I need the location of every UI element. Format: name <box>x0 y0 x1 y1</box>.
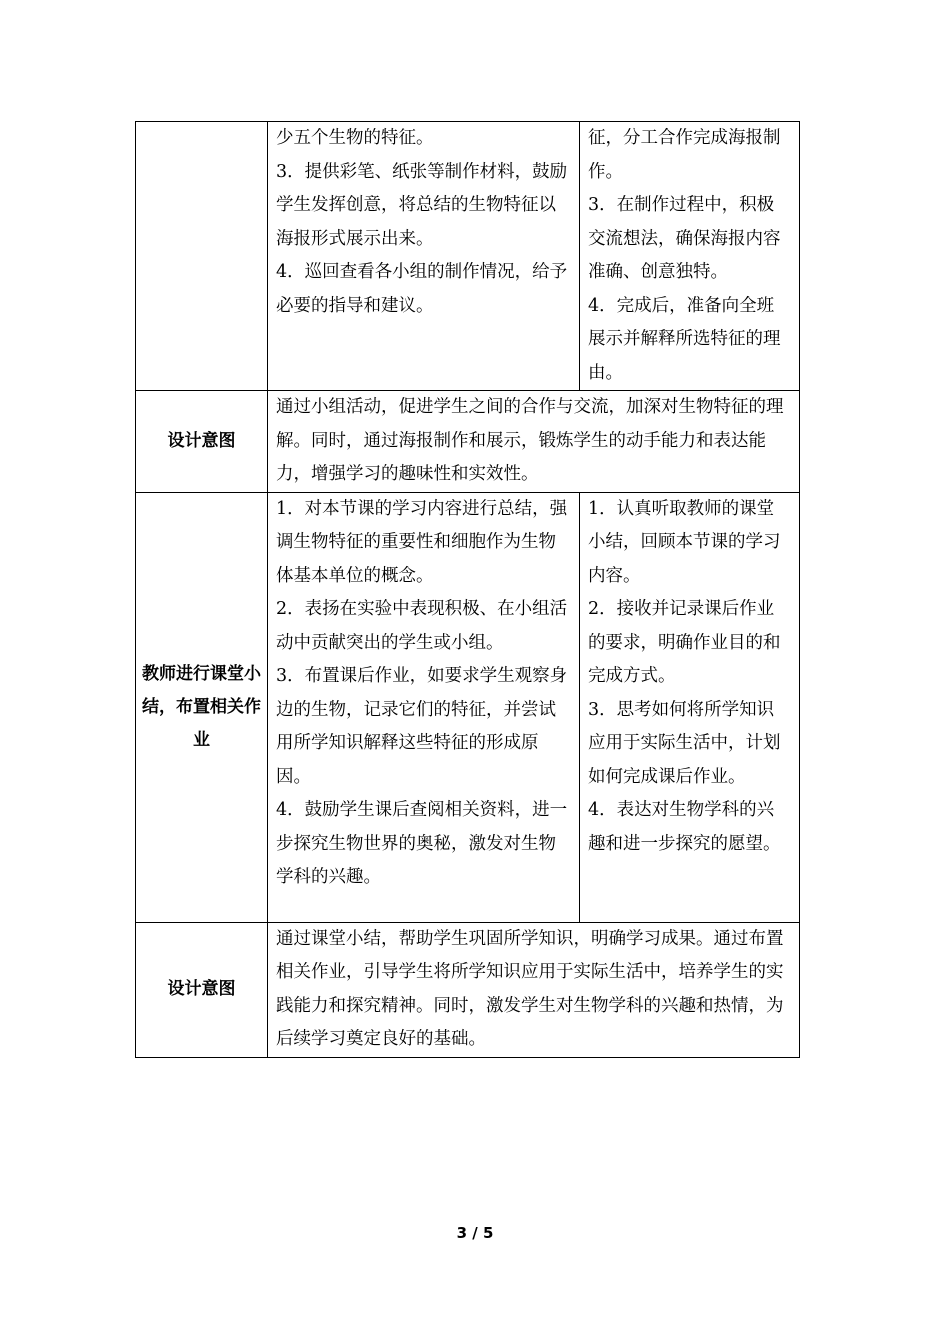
table-row <box>136 922 800 1057</box>
student-item: 1．认真听取教师的课堂小结，回顾本节课的学习内容。 <box>588 498 781 586</box>
student-item: 4．表达对生物学科的兴趣和进一步探究的愿望。 <box>588 800 781 854</box>
summary-stage-label: 教师进行课堂小结，布置相关作业 <box>136 492 268 922</box>
student-item: 2．接收并记录课后作业的要求，明确作业目的和完成方式。 <box>588 599 781 686</box>
student-item: 3．思考如何将所学知识应用于实际生活中，计划如何完成课后作业。 <box>588 699 781 787</box>
student-item: 征，分工合作完成海报制作。 <box>588 128 781 182</box>
teacher-item: 2．表扬在实验中表现积极、在小组活动中贡献突出的学生或小组。 <box>276 599 568 653</box>
lesson-plan-table <box>135 121 800 1058</box>
teacher-item: 4．鼓励学生课后查阅相关资料，进一步探究生物世界的奥秘，激发对生物学科的兴趣。 <box>276 800 568 887</box>
design-intent-label: 设计意图 <box>136 391 268 493</box>
student-activity-cell <box>580 122 800 391</box>
teacher-activity-cell <box>268 122 580 391</box>
student-item: 3．在制作过程中，积极交流想法，确保海报内容准确、创意独特。 <box>588 195 781 282</box>
table-row <box>136 122 800 391</box>
teacher-item: 3．布置课后作业，如要求学生观察身边的生物，记录它们的特征，并尝试用所学知识解释这些特征的形成原因。 <box>276 666 568 787</box>
table-row <box>136 391 800 493</box>
teacher-item: 4．巡回查看各小组的制作情况，给予必要的指导和建议。 <box>276 262 568 316</box>
teacher-item: 少五个生物的特征。 <box>276 128 434 148</box>
design-intent-text: 通过小组活动，促进学生之间的合作与交流，加深对生物特征的理解。同时，通过海报制作和展示，锻炼学生的动手能力和表达能力，增强学习的趣味性和实效性。 <box>268 391 800 493</box>
design-intent-label: 设计意图 <box>136 922 268 1057</box>
teacher-item: 1．对本节课的学习内容进行总结，强调生物特征的重要性和细胞作为生物体基本单位的概念。 <box>276 498 568 586</box>
student-activity-cell <box>580 492 800 922</box>
teacher-activity-cell <box>268 492 580 922</box>
teacher-item: 3．提供彩笔、纸张等制作材料，鼓励学生发挥创意，将总结的生物特征以海报形式展示出来。 <box>276 161 568 249</box>
student-item: 4．完成后，准备向全班展示并解释所选特征的理由。 <box>588 295 781 383</box>
table-row <box>136 492 800 922</box>
design-intent-text: 通过课堂小结，帮助学生巩固所学知识，明确学习成果。通过布置相关作业，引导学生将所学知识应用于实际生活中，培养学生的实践能力和探究精神。同时，激发学生对生物学科的兴趣和热情，为后续学习奠定良好的基础。 <box>268 922 800 1057</box>
page-number: 3 / 5 <box>456 1224 494 1242</box>
row-label <box>136 122 268 391</box>
